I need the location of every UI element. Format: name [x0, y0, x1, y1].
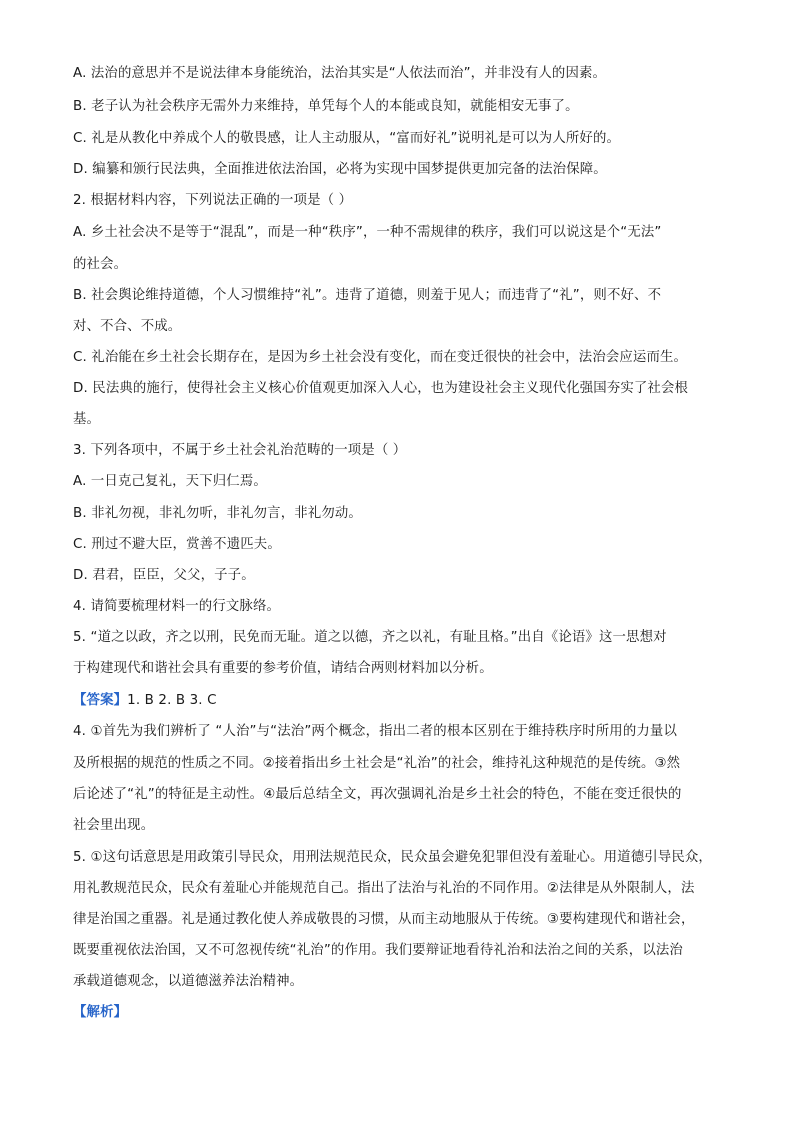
question-line: 4. 请简要梳理材料一的行文脉络。	[73, 599, 281, 614]
option-line: A. 法治的意思并不是说法律本身能统治，法治其实是“人依法而治”，并非没有人的因素。	[73, 66, 607, 81]
answer-label: 【答案】	[73, 693, 128, 708]
option-line: D. 民法典的施行，使得社会主义核心价值观更加深入人心，也为建设社会主义现代化强国夯实了社会根	[73, 381, 689, 396]
analysis-line	[73, 1004, 738, 1022]
option-line: 基。	[73, 412, 101, 427]
option-line: B. 老子认为社会秩序无需外力来维持，单凭每个人的本能或良知，就能相安无事了。	[73, 99, 579, 114]
option-line: 对、不合、不成。	[73, 319, 182, 334]
answer-text-line: 律是治国之重器。礼是通过教化使人养成敬畏的习惯，从而主动地服从于传统。③要构建现代和谐社会，	[73, 912, 695, 927]
question-line: 于构建现代和谐社会具有重要的参考价值，请结合两则材料加以分析。	[73, 661, 493, 676]
answer-text-line: 既要重视依法治国，又不可忽视传统“礼治”的作用。我们要辩证地看待礼治和法治之间的关系，以法治	[73, 943, 683, 958]
option-line: D. 君君，臣臣，父父，子子。	[73, 568, 255, 583]
option-line: C. 刑过不避大臣，赏善不遗匹夫。	[73, 537, 281, 552]
answer-text-line: 社会里出现。	[73, 818, 155, 833]
answer-text-line: 5. ①这句话意思是用政策引导民众，用刑法规范民众，民众虽会避免犯罪但没有羞耻心。用道德引导民众，	[73, 850, 712, 865]
answer-text-line: 4. ①首先为我们辨析了 “人治”与“法治”两个概念，指出二者的根本区别在于维持秩序时所用的力量以	[73, 724, 678, 739]
answer-text-line: 承载道德观念，以道德滋养法治精神。	[73, 974, 304, 989]
analysis-label: 【解析】	[73, 1005, 128, 1020]
answer-values: 1. B 2. B 3. C	[127, 693, 217, 708]
question-line: 2. 根据材料内容，下列说法正确的一项是（ ）	[73, 193, 353, 208]
option-line: A. 一日克己复礼，天下归仁焉。	[73, 474, 267, 489]
option-line: 的社会。	[73, 257, 128, 272]
answer-line	[73, 692, 738, 710]
answer-text-line: 后论述了“礼”的特征是主动性。④最后总结全文，再次强调礼治是乡土社会的特色，不能在变迁很快的	[73, 787, 682, 802]
question-line: 3. 下列各项中，不属于乡土社会礼治范畴的一项是（ ）	[73, 443, 407, 458]
answer-text-line: 用礼教规范民众，民众有羞耻心并能规范自己。指出了法治与礼治的不同作用。②法律是从外限制人，法	[73, 881, 695, 896]
answer-text-line: 及所根据的规范的性质之不同。②接着指出乡土社会是“礼治”的社会，维持礼这种规范的是传统。③然	[73, 756, 681, 771]
option-line: C. 礼是从教化中养成个人的敬畏感，让人主动服从，“富而好礼”说明礼是可以为人所好的。	[73, 131, 621, 146]
option-line: B. 社会舆论维持道德，个人习惯维持“礼”。违背了道德，则羞于见人；而违背了“礼”，则不好、不	[73, 288, 662, 303]
option-line: B. 非礼勿视，非礼勿听，非礼勿言，非礼勿动。	[73, 506, 362, 521]
option-line: A. 乡土社会决不是等于“混乱”，而是一种“秩序”，一种不需规律的秩序，我们可以说这是个“无法”	[73, 225, 662, 240]
question-line: 5. “道之以政，齐之以刑，民免而无耻。道之以德，齐之以礼，有耻且格。”出自《论语》这一思想对	[73, 630, 667, 645]
option-line: C. 礼治能在乡土社会长期存在，是因为乡土社会没有变化，而在变迁很快的社会中，法治会应运而生。	[73, 350, 688, 365]
option-line: D. 编纂和颁行民法典，全面推进依法治国，必将为实现中国梦提供更加完备的法治保障。	[73, 162, 607, 177]
